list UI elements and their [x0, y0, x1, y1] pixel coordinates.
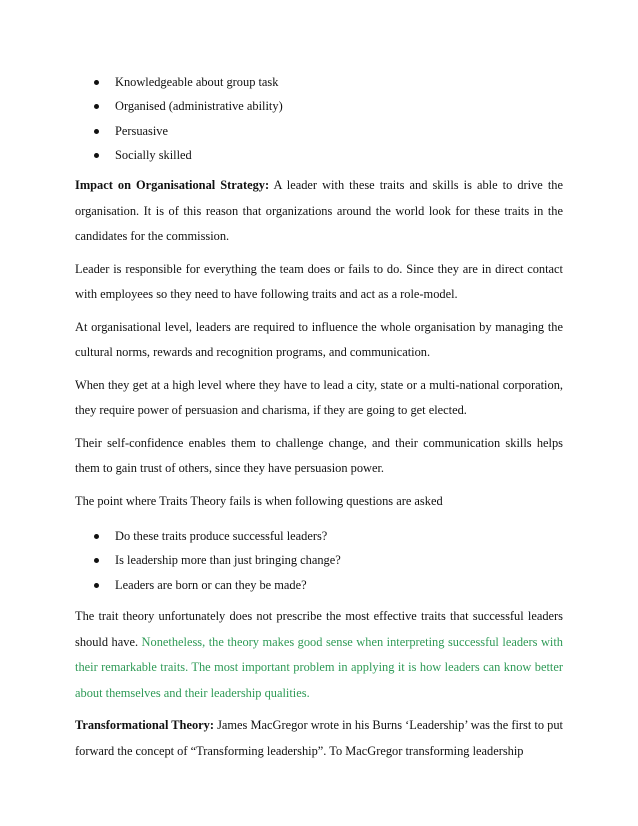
list-item-text: Knowledgeable about group task — [115, 75, 279, 89]
confidence-paragraph: Their self-confidence enables them to challenge change, and their communication skills helps them to gain trust of others, since they have persuasion power. — [75, 435, 563, 476]
document-page — [75, 70, 563, 771]
high-level-paragraph: When they get at a high level where they have to lead a city, state or a multi-national corporation, they require power of persuasion and charisma, if they are going to get elected. — [75, 377, 563, 418]
list-item-text: Do these traits produce successful leaders? — [115, 529, 328, 544]
leader-paragraph: Leader is responsible for everything the team does or fails to do. Since they are in direct contact with employees so they need to have following traits and act as a role-model. — [75, 261, 563, 302]
transformational-heading: Transformational Theory: — [75, 718, 214, 733]
bullet-icon — [94, 583, 99, 588]
bullet-icon — [94, 80, 99, 85]
transformational-text: James MacGregor wrote in his Burns ‘Leadership’ was the first to put forward the concept of “Transforming leadership”. To MacGregor transforming leadership — [75, 718, 564, 758]
list-item — [75, 143, 563, 167]
list-item-text: Leaders are born or can they be made? — [115, 577, 307, 592]
list-item — [75, 94, 563, 118]
impact-paragraph — [75, 173, 563, 250]
trait-theory-paragraph — [75, 604, 563, 706]
transformational-paragraph — [75, 713, 563, 764]
traits-list — [75, 70, 563, 167]
trait-theory-text: The trait theory unfortunately does not prescribe the most effective traits that successful leaders should have. — [75, 609, 563, 649]
bullet-icon — [94, 534, 99, 539]
list-item-text: Persuasive — [115, 123, 168, 138]
list-item — [75, 70, 563, 94]
list-item — [75, 573, 563, 597]
list-item-text: Socially skilled — [115, 147, 192, 162]
list-item-text: Organised (administrative ability) — [115, 99, 283, 114]
list-item — [75, 119, 563, 143]
highlighted-text: Nonetheless, the theory makes good sense when interpreting successful leaders with their remarkable traits. The most important problem in applying it is how leaders can know better about themselves and their leadership qualities. — [75, 634, 563, 700]
bullet-icon — [94, 558, 99, 563]
bullet-icon — [94, 104, 99, 109]
impact-heading: Impact on Organisational Strategy: — [75, 178, 270, 193]
list-item — [75, 524, 563, 548]
list-item — [75, 548, 563, 572]
bullet-icon — [94, 129, 99, 134]
questions-list — [75, 524, 563, 597]
fails-paragraph: The point where Traits Theory fails is when following questions are asked — [75, 493, 443, 508]
list-item-text: Is leadership more than just bringing change? — [115, 553, 341, 568]
org-level-paragraph: At organisational level, leaders are required to influence the whole organisation by managing the cultural norms, rewards and recognition programs, and communication. — [75, 319, 563, 360]
bullet-icon — [94, 153, 99, 158]
impact-text: A leader with these traits and skills is able to drive the organisation. It is of this reason that organizations around the world look for these traits in the candidates for the commission. — [75, 178, 563, 244]
